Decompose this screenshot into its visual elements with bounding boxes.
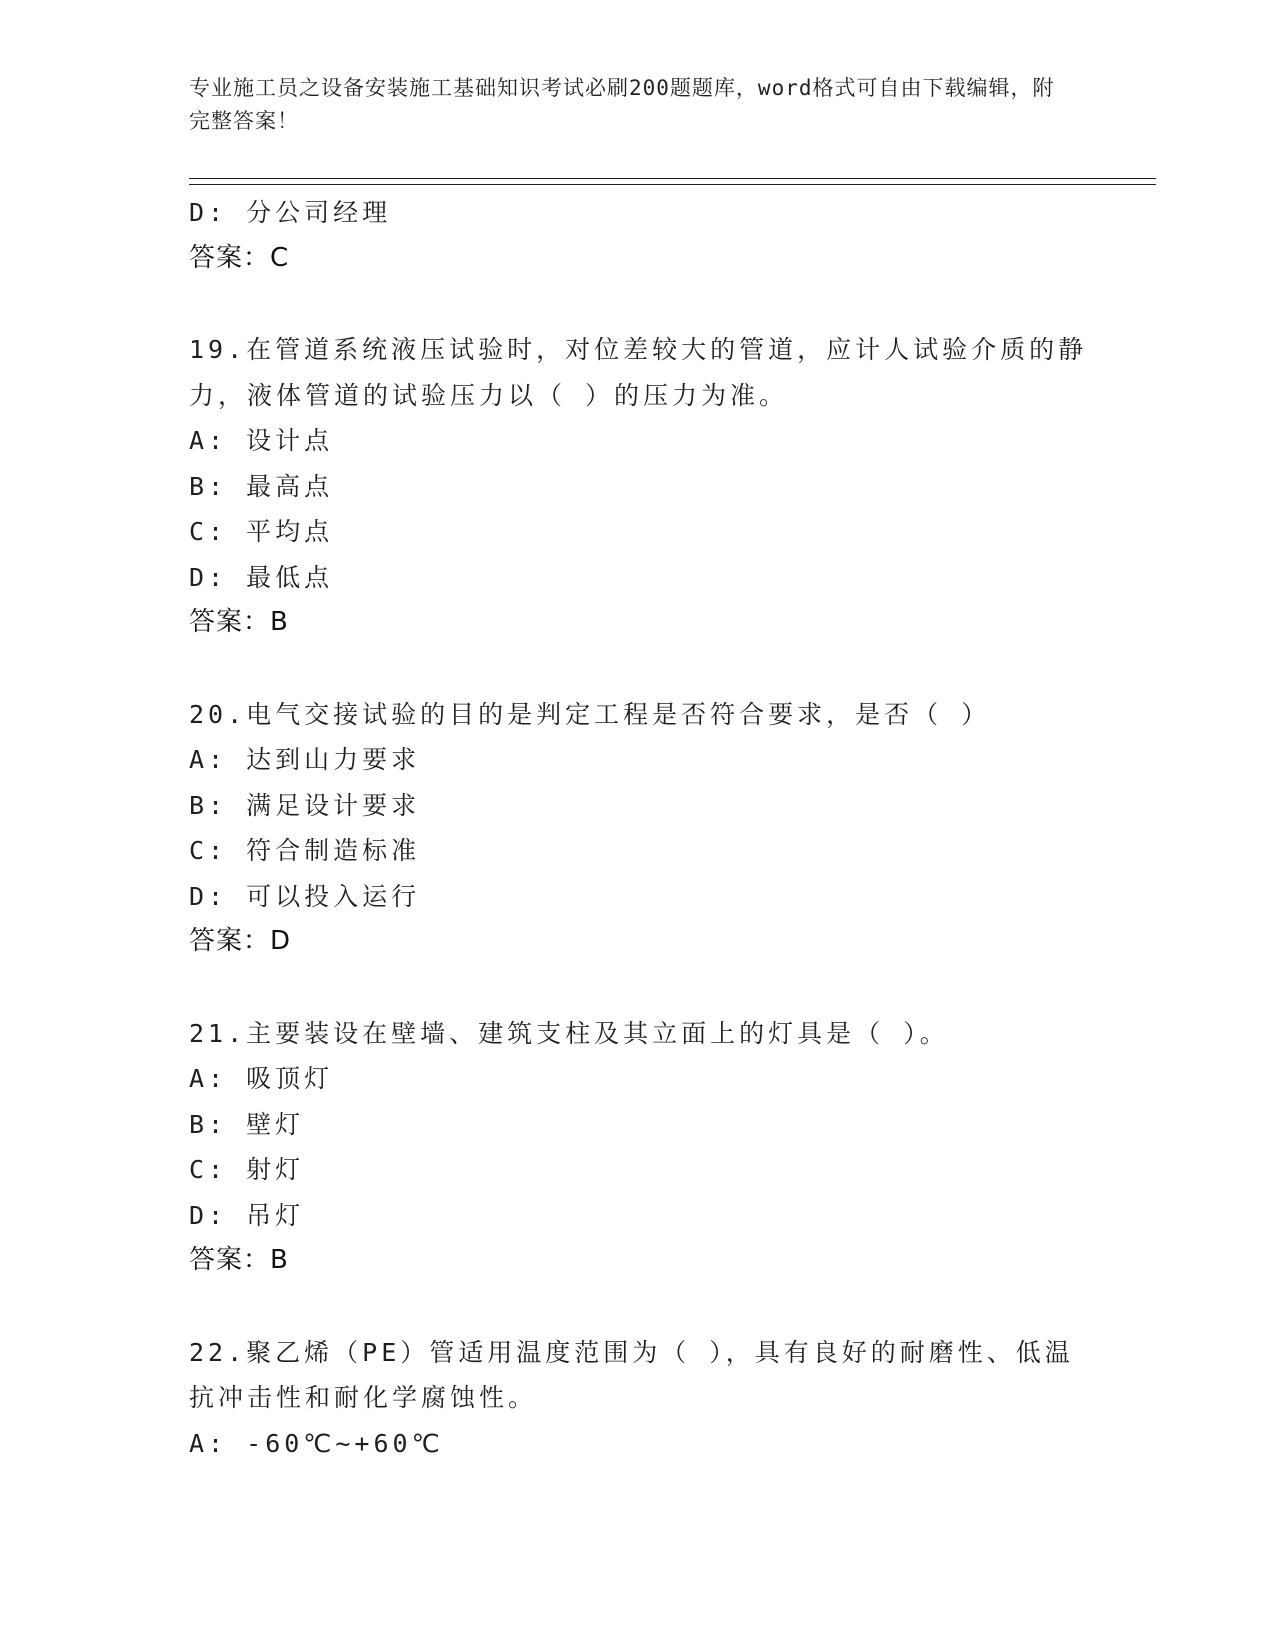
question-19-option-d: D: 最低点 bbox=[189, 562, 334, 592]
spacer bbox=[189, 281, 1089, 327]
question-20-option-d: D: 可以投入运行 bbox=[189, 881, 421, 911]
question-21-option-d: D: 吊灯 bbox=[189, 1200, 305, 1230]
spacer bbox=[189, 646, 1089, 692]
question-19-stem-line2: 力，液体管道的试验压力以（ ）的压力为准。 bbox=[189, 380, 789, 410]
question-20-option-b: B: 满足设计要求 bbox=[189, 790, 421, 820]
prev-option-d: D: 分公司经理 bbox=[189, 198, 392, 227]
question-19-answer: 答案：B bbox=[189, 607, 289, 637]
question-21-answer: 答案：B bbox=[189, 1245, 289, 1275]
question-21-option-a: A: 吸顶灯 bbox=[189, 1064, 334, 1093]
spacer bbox=[189, 965, 1089, 1011]
question-21-option-c: C: 射灯 bbox=[189, 1155, 305, 1184]
header-double-rule bbox=[189, 178, 1156, 185]
prev-answer: 答案：C bbox=[189, 242, 290, 273]
question-22-option-a: A: -60℃~+60℃ bbox=[189, 1428, 444, 1458]
document-body bbox=[189, 190, 1089, 1466]
question-20-option-c: C: 符合制造标准 bbox=[189, 836, 421, 865]
question-21-stem-line1: 21.主要装设在壁墙、建筑支柱及其立面上的灯具是（ ）。 bbox=[189, 1018, 949, 1048]
question-20-answer: 答案：D bbox=[189, 926, 292, 956]
question-22-stem-line1: 22.聚乙烯（PE）管适用温度范围为（ ），具有良好的耐磨性、低温 bbox=[189, 1337, 1074, 1367]
question-20-stem-line1: 20.电气交接试验的目的是判定工程是否符合要求，是否（ ） bbox=[189, 699, 991, 729]
question-20-option-a: A: 达到山力要求 bbox=[189, 745, 421, 774]
question-19-option-a: A: 设计点 bbox=[189, 426, 334, 455]
question-22-stem-line2: 抗冲击性和耐化学腐蚀性。 bbox=[189, 1383, 538, 1412]
spacer bbox=[189, 1284, 1089, 1330]
document-header: 专业施工员之设备安装施工基础知识考试必刷200题题库，word格式可自由下载编辑，附完整答案！ bbox=[189, 76, 1055, 133]
question-21-option-b: B: 壁灯 bbox=[189, 1109, 305, 1139]
question-19-stem-line1: 19.在管道系统液压试验时，对位差较大的管道，应计人试验介质的静 bbox=[189, 335, 1088, 364]
question-19-option-c: C: 平均点 bbox=[189, 517, 334, 546]
question-19-option-b: B: 最高点 bbox=[189, 471, 334, 501]
